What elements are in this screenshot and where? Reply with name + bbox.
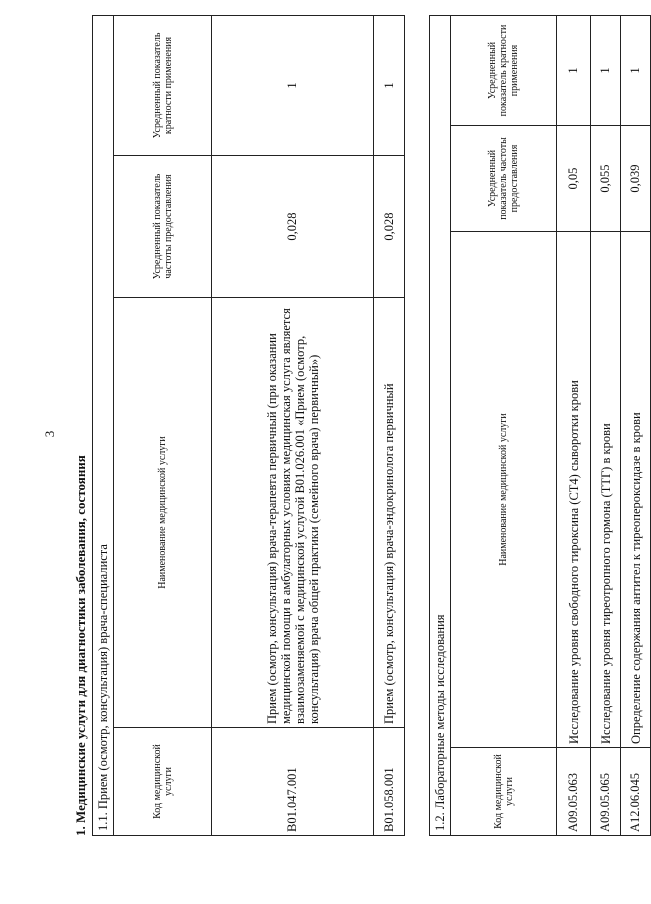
multiplicity-value: 1 <box>557 15 591 125</box>
table-subtitle: 1.1. Прием (осмотр, консультация) врача-специалиста <box>93 15 114 835</box>
column-header-code: Код медицинской услуги <box>114 728 212 836</box>
multiplicity-value: 1 <box>591 15 621 125</box>
service-code: B01.047.001 <box>212 728 374 836</box>
frequency-value: 0,055 <box>591 126 621 232</box>
multiplicity-value: 1 <box>621 15 651 125</box>
frequency-value: 0,039 <box>621 126 651 232</box>
section-title: 1. Медицинские услуги для диагностики заболевания, состояния <box>73 455 88 836</box>
multiplicity-value: 1 <box>374 15 405 155</box>
table-row <box>374 15 405 835</box>
table-row <box>557 15 591 835</box>
service-code: A09.05.063 <box>557 748 591 836</box>
column-header-name: Наименование медицинской услуги <box>451 232 557 748</box>
frequency-value: 0,028 <box>374 156 405 298</box>
column-header-frequency: Усредненный показатель частоты предоставления <box>114 156 212 298</box>
frequency-value: 0,05 <box>557 126 591 232</box>
column-header-name: Наименование медицинской услуги <box>114 298 212 728</box>
service-code: B01.058.001 <box>374 728 405 836</box>
service-code: A09.05.065 <box>591 748 621 836</box>
rotated-content <box>72 16 643 836</box>
page-number: 3 <box>42 430 57 438</box>
specialist-consultation-table <box>92 15 405 836</box>
table-row <box>591 15 621 835</box>
table-row <box>212 15 374 835</box>
multiplicity-value: 1 <box>212 15 374 155</box>
service-name: Исследование уровня свободного тироксина (СТ4) сыворотки крови <box>557 232 591 748</box>
service-name: Прием (осмотр, консультация) врача-терапевта первичный (при оказании медицинской помощи в амбулаторных условиях медицинская услуга является взаимозаменяемой с медицинской услугой B01.026.001 «Прием (осмотр, консультация) врача общей практики (семейного врача) первичный») <box>212 298 374 728</box>
column-header-frequency: Усредненный показатель частоты предоставления <box>451 126 557 232</box>
table-row <box>621 15 651 835</box>
column-header-multiplicity: Усредненный показатель кратности применения <box>114 15 212 155</box>
laboratory-methods-table <box>429 15 651 836</box>
service-name: Определение содержания антител к тиреопероксидазе в крови <box>621 232 651 748</box>
service-name: Прием (осмотр, консультация) врача-эндокринолога первичный <box>374 298 405 728</box>
frequency-value: 0,028 <box>212 156 374 298</box>
column-header-multiplicity: Усредненный показатель кратности применения <box>451 15 557 125</box>
service-code: A12.06.045 <box>621 748 651 836</box>
table-subtitle: 1.2. Лабораторные методы исследования <box>430 15 451 835</box>
service-name: Исследование уровня тиреотропного гормона (ТТГ) в крови <box>591 232 621 748</box>
column-header-code: Код медицинской услуги <box>451 748 557 836</box>
